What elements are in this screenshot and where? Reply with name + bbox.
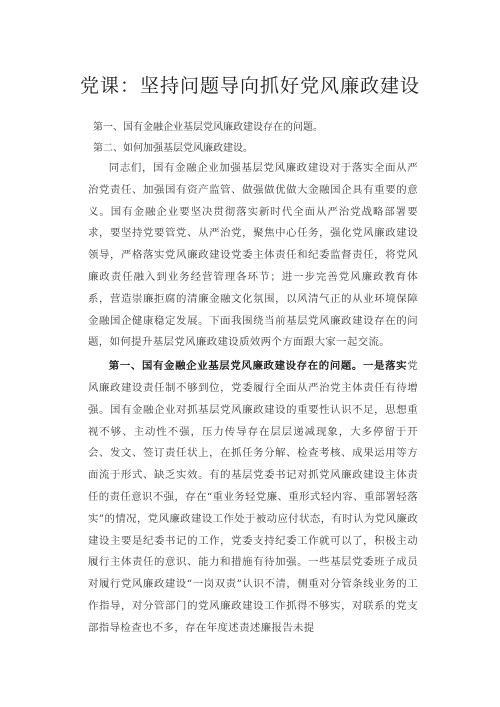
paragraph-intro [88, 158, 418, 354]
document-title: 党课：坚持问题导向抓好党风廉政建设 [79, 74, 420, 97]
paragraph-intro-text: 同志们，国有金融企业加强基层党风廉政建设对于落实全面从严治党责任、加强国有资产监管、做强做优做大金融国企具有重要的意义。国有金融企业要坚决贯彻落实新时代全面从严治党战略部署要求，要坚持党要管党、从严治党，聚焦中心任务，强化党风廉政建设领导，严格落实党风廉政建设党委主体责任和纪委监督责任，将党风廉政责任融入到业务经营管理各环节；进一步完善党风廉政教育体系，营造崇廉拒腐的清廉金融文化氛围，以风清气正的从业环境保障金融国企健康稳定发展。下面我围绕当前基层党风廉政建设存在的问题，如何提升基层党风廉政建设质效两个方面跟大家一起交流。 [88, 162, 418, 349]
outline-item-1: 第一、国有金融企业基层党风廉政建设存在的问题。 [93, 122, 323, 133]
paragraph-section-one [88, 356, 418, 639]
document-body [88, 158, 418, 640]
outline-item-2: 第二、如何加强基层党风廉政建设。 [93, 143, 253, 154]
paragraph-section-one-text: 党风廉政建设责任制不够到位，党委履行全面从严治党主体责任有待增强。国有金融企业对抓基层党风廉政建设的重要性认识不足，思想重视不够、主动性不强，压力传导存在层层递减现象，大多停留于开会、发文、签订责任状上，在抓任务分解、检查考核、成果运用等方面流于形式、缺乏实效。有的基层党委书记对抓党风廉政建设主体责任的责任意识不强，存在“重业务轻党廉、重形式轻内容、重部署轻落实”的情况，党风廉政建设工作处于被动应付状态，有时认为党风廉政建设主要是纪委书记的工作，党委支持纪委工作就可以了，积极主动履行主体责任的意识、能力和措施有待加强。一些基层党委班子成员对履行党风廉政建设“一岗双责”认识不清，侧重对分管条线业务的工作指导，对分管部门的党风廉政建设工作抓得不够实，对联系的党支部指导检查也不多，存在年度述责述廉报告未提 [88, 360, 418, 634]
section-one-heading: 第一、国有金融企业基层党风廉政建设存在的问题。一是落实 [108, 360, 408, 373]
